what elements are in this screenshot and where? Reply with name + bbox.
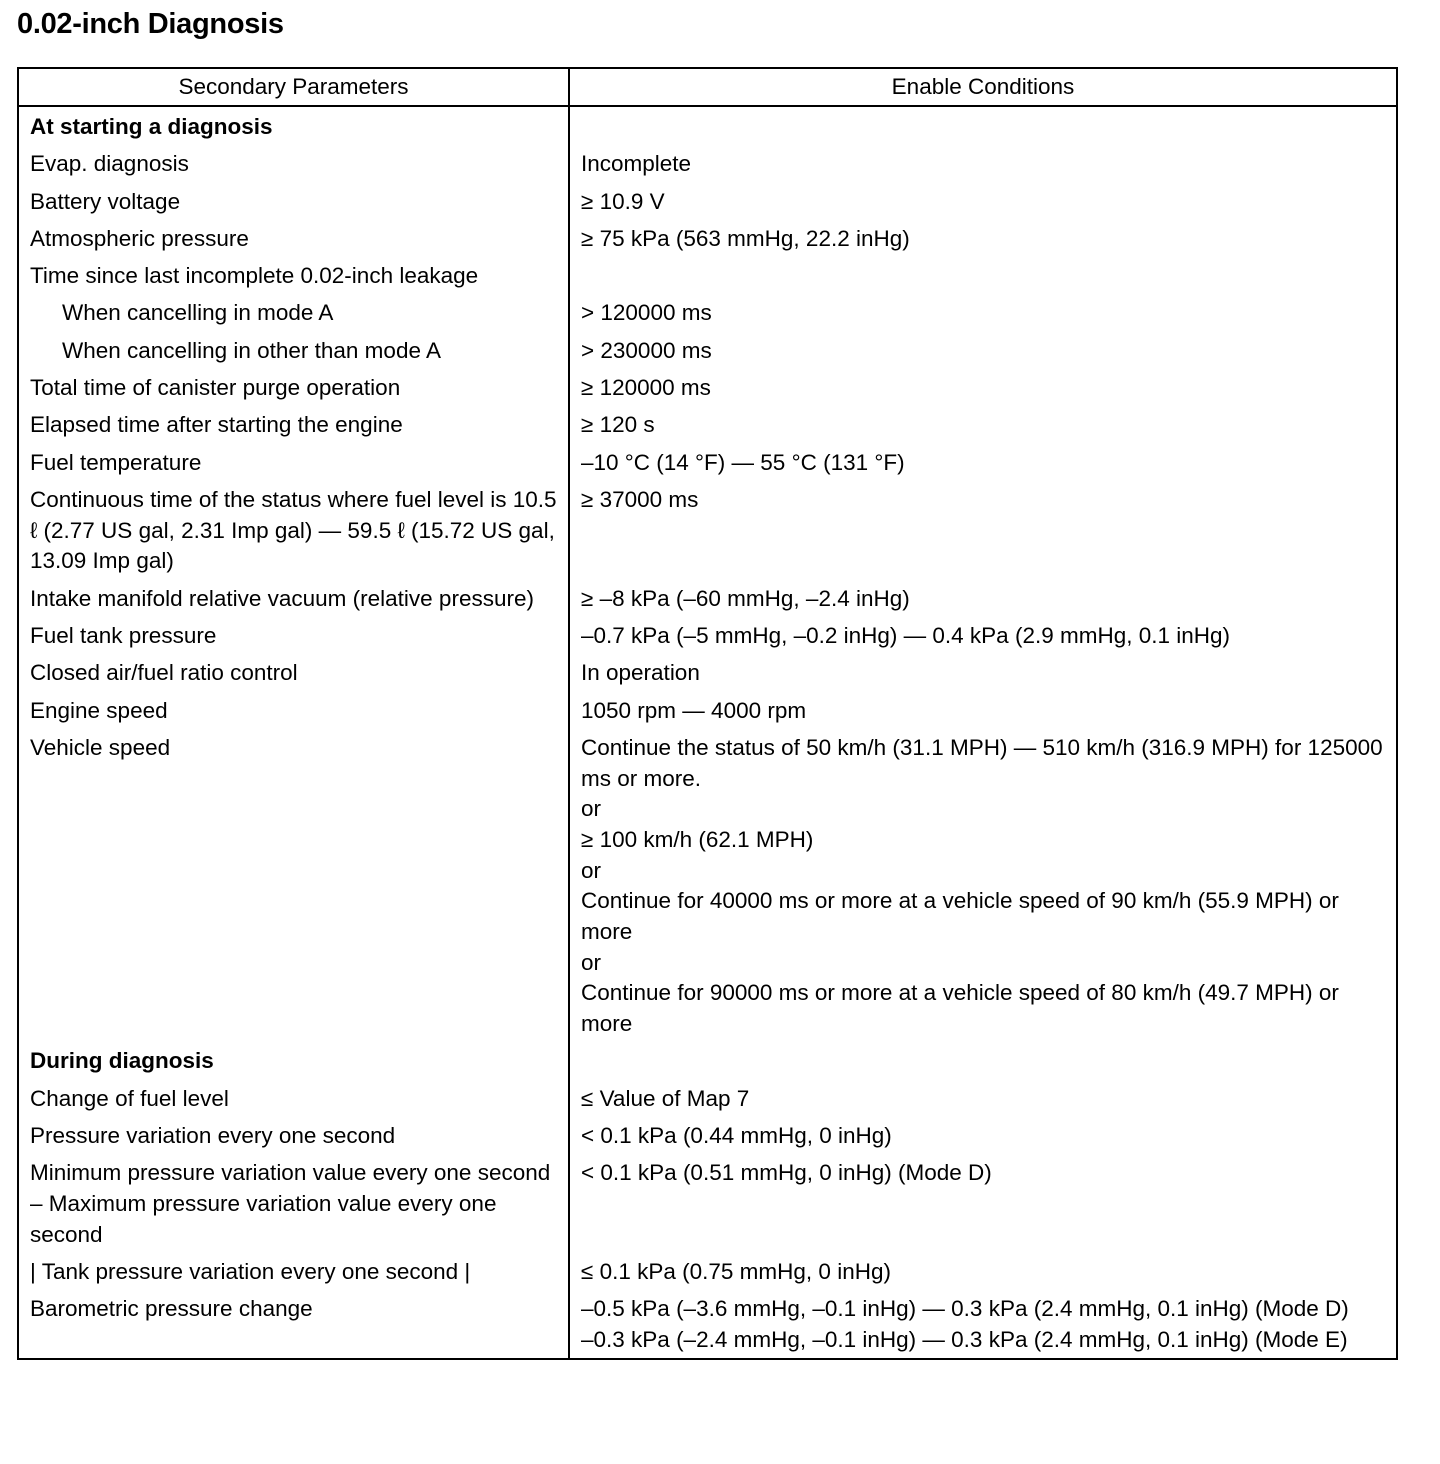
- parameter-cell: Continuous time of the status where fuel level is 10.5 ℓ (2.77 US gal, 2.31 Imp gal) — 59.5 ℓ (15.72 US gal, 13.09 Imp gal): [18, 482, 569, 581]
- table-row: [18, 333, 1397, 370]
- condition-line: –0.3 kPa (–2.4 mmHg, –0.1 inHg) — 0.3 kPa (2.4 mmHg, 0.1 inHg) (Mode E): [581, 1327, 1348, 1353]
- condition-line: ≥ 120000 ms: [581, 375, 711, 401]
- condition-cell: [569, 1155, 1397, 1254]
- parameter-cell: Closed air/fuel ratio control: [18, 655, 569, 692]
- parameter-cell: Minimum pressure variation value every one second – Maximum pressure variation value every one second: [18, 1155, 569, 1254]
- section-row: [18, 1043, 1397, 1080]
- condition-cell: [569, 730, 1397, 1044]
- condition-cell: [569, 295, 1397, 332]
- condition-cell: [569, 106, 1397, 146]
- table-row: [18, 258, 1397, 295]
- table-row: [18, 581, 1397, 618]
- condition-line: In operation: [581, 660, 700, 686]
- table-row: [18, 1155, 1397, 1254]
- parameter-cell: Atmospheric pressure: [18, 221, 569, 258]
- parameter-cell: Vehicle speed: [18, 730, 569, 1044]
- condition-cell: [569, 333, 1397, 370]
- condition-line: ≥ –8 kPa (–60 mmHg, –2.4 inHg): [581, 585, 910, 611]
- condition-cell: [569, 1118, 1397, 1155]
- condition-line: ≥ 100 km/h (62.1 MPH): [581, 826, 814, 852]
- table-row: [18, 693, 1397, 730]
- section-heading: At starting a diagnosis: [18, 106, 569, 146]
- condition-line: or: [581, 796, 602, 822]
- condition-line: ≤ 0.1 kPa (0.75 mmHg, 0 inHg): [581, 1259, 891, 1285]
- condition-cell: [569, 370, 1397, 407]
- condition-line: < 0.1 kPa (0.44 mmHg, 0 inHg): [581, 1123, 892, 1149]
- parameter-cell: Pressure variation every one second: [18, 1118, 569, 1155]
- parameter-cell: Change of fuel level: [18, 1081, 569, 1118]
- parameter-cell: Evap. diagnosis: [18, 146, 569, 183]
- table-row: [18, 407, 1397, 444]
- condition-line: ≥ 120 s: [581, 412, 655, 438]
- condition-line: 1050 rpm — 4000 rpm: [581, 697, 807, 723]
- condition-cell: [569, 482, 1397, 581]
- page-title: 0.02-inch Diagnosis: [17, 8, 284, 40]
- condition-line: –0.5 kPa (–3.6 mmHg, –0.1 inHg) — 0.3 kPa (2.4 mmHg, 0.1 inHg) (Mode D): [581, 1296, 1349, 1322]
- header-secondary-parameters: Secondary Parameters: [18, 68, 569, 106]
- condition-cell: [569, 221, 1397, 258]
- condition-line: –10 °C (14 °F) — 55 °C (131 °F): [581, 449, 905, 475]
- condition-cell: [569, 618, 1397, 655]
- parameter-cell: Fuel temperature: [18, 445, 569, 482]
- table-row: [18, 1118, 1397, 1155]
- condition-line: ≥ 75 kPa (563 mmHg, 22.2 inHg): [581, 225, 910, 251]
- condition-cell: [569, 258, 1397, 295]
- section-row: [18, 106, 1397, 146]
- condition-cell: [569, 445, 1397, 482]
- condition-line: Incomplete: [581, 151, 692, 177]
- condition-cell: [569, 693, 1397, 730]
- table-row: [18, 482, 1397, 581]
- condition-cell: [569, 581, 1397, 618]
- table-row: [18, 618, 1397, 655]
- table-row: [18, 1081, 1397, 1118]
- table-row: [18, 184, 1397, 221]
- parameter-cell: Battery voltage: [18, 184, 569, 221]
- condition-cell: [569, 1081, 1397, 1118]
- condition-cell: [569, 655, 1397, 692]
- table-row: [18, 221, 1397, 258]
- condition-line: Continue for 40000 ms or more at a vehicle speed of 90 km/h (55.9 MPH) or more: [581, 888, 1339, 945]
- table-row: [18, 295, 1397, 332]
- parameter-cell: Intake manifold relative vacuum (relative pressure): [18, 581, 569, 618]
- parameter-cell: Engine speed: [18, 693, 569, 730]
- parameter-cell: Elapsed time after starting the engine: [18, 407, 569, 444]
- table-row: [18, 730, 1397, 1044]
- table-row: [18, 655, 1397, 692]
- table-row: [18, 1254, 1397, 1291]
- condition-line: ≥ 37000 ms: [581, 486, 699, 512]
- parameter-cell: Time since last incomplete 0.02-inch leakage: [18, 258, 569, 295]
- condition-cell: [569, 1291, 1397, 1358]
- condition-line: < 0.1 kPa (0.51 mmHg, 0 inHg) (Mode D): [581, 1160, 992, 1186]
- condition-line: Continue the status of 50 km/h (31.1 MPH) — 510 km/h (316.9 MPH) for 125000 ms or more.: [581, 734, 1383, 791]
- table-row: [18, 146, 1397, 183]
- condition-cell: [569, 407, 1397, 444]
- parameter-cell: Fuel tank pressure: [18, 618, 569, 655]
- parameter-cell: When cancelling in other than mode A: [18, 333, 569, 370]
- condition-line: or: [581, 949, 602, 975]
- condition-line: > 230000 ms: [581, 337, 712, 363]
- condition-line: ≤ Value of Map 7: [581, 1085, 750, 1111]
- condition-line: > 120000 ms: [581, 300, 712, 326]
- table-row: [18, 1291, 1397, 1358]
- parameter-cell: Total time of canister purge operation: [18, 370, 569, 407]
- condition-cell: [569, 146, 1397, 183]
- condition-line: Continue for 90000 ms or more at a vehicle speed of 80 km/h (49.7 MPH) or more: [581, 980, 1339, 1037]
- section-heading: During diagnosis: [18, 1043, 569, 1080]
- parameter-cell: When cancelling in mode A: [18, 295, 569, 332]
- table-header-row: [18, 68, 1397, 106]
- condition-line: ≥ 10.9 V: [581, 188, 665, 214]
- enable-conditions-table: [17, 67, 1398, 1360]
- condition-line: –0.7 kPa (–5 mmHg, –0.2 inHg) — 0.4 kPa (2.9 mmHg, 0.1 inHg): [581, 622, 1231, 648]
- condition-cell: [569, 184, 1397, 221]
- parameter-cell: | Tank pressure variation every one second |: [18, 1254, 569, 1291]
- table-row: [18, 370, 1397, 407]
- condition-cell: [569, 1043, 1397, 1080]
- condition-cell: [569, 1254, 1397, 1291]
- condition-line: or: [581, 857, 602, 883]
- table-row: [18, 445, 1397, 482]
- header-enable-conditions: Enable Conditions: [569, 68, 1397, 106]
- parameter-cell: Barometric pressure change: [18, 1291, 569, 1358]
